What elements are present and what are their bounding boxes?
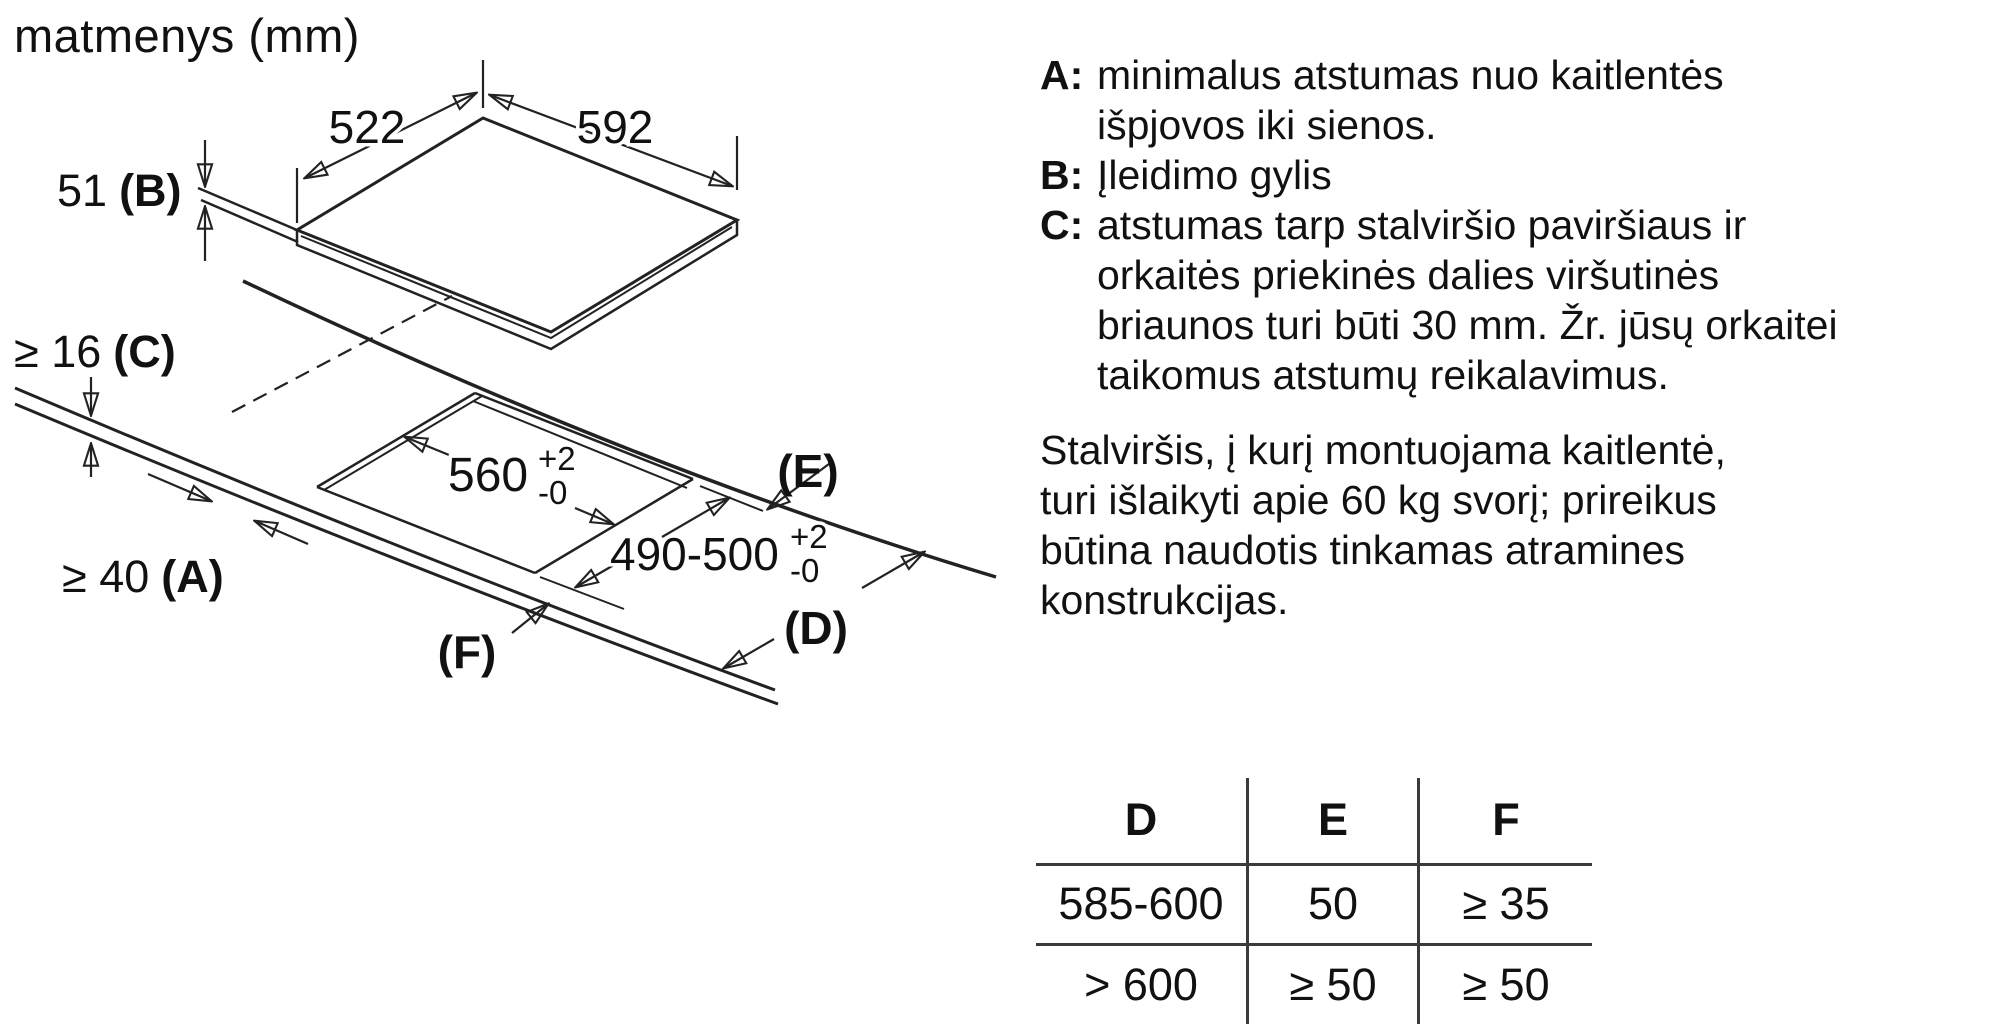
dim-490-label: 490-500 xyxy=(610,528,779,580)
def-dimension-table xyxy=(1036,778,1592,1024)
dim-b-label: 51 (B) xyxy=(57,165,182,216)
table-cell: 585-600 xyxy=(1036,864,1248,944)
legend-a-line1: A: minimalus atstumas nuo kaitlentės xyxy=(1040,52,1724,98)
legend-c-line1: C: atstumas tarp stalviršio paviršiaus ir xyxy=(1040,202,1747,248)
table-cell: ≥ 50 xyxy=(1462,958,1550,1010)
worktop-note xyxy=(1040,425,1990,625)
dim-c-label: ≥ 16 (C) xyxy=(14,326,176,377)
table-cell: 50 xyxy=(1248,864,1419,944)
arrow-f xyxy=(512,604,548,633)
legend xyxy=(1040,50,1990,400)
table-header-e: E xyxy=(1248,778,1419,864)
legend-a-line2: išpjovos iki sienos. xyxy=(1097,102,1437,148)
arrow-d-upper xyxy=(862,552,924,588)
dim-490-extension-lower xyxy=(540,577,624,609)
legend-c-line2: orkaitės priekinės dalies viršutinės xyxy=(1097,252,1720,298)
table-header-d: D xyxy=(1036,778,1248,864)
label-f: (F) xyxy=(437,626,497,678)
label-d: (D) xyxy=(784,602,848,654)
table-cell: ≥ 35 xyxy=(1419,864,1593,944)
dim-560-tol-down: -0 xyxy=(538,474,568,511)
table-row xyxy=(1036,944,1592,1024)
arrow-a-right xyxy=(255,521,308,544)
table-row xyxy=(1036,864,1592,944)
dim-522-label: 522 xyxy=(328,101,406,153)
label-e: (E) xyxy=(777,445,839,497)
dim-560-line-left xyxy=(405,437,449,455)
note-line: Stalviršis, į kurį montuojama kaitlentė, xyxy=(1040,427,1726,473)
legend-b-line1: B: Įleidimo gylis xyxy=(1040,152,1332,198)
dim-560-tol-up: +2 xyxy=(538,440,576,477)
note-line: turi išlaikyti apie 60 kg svorį; prireikus xyxy=(1040,477,1717,523)
table-cell: > 600 xyxy=(1084,958,1198,1010)
dim-592-label: 592 xyxy=(576,101,654,153)
dim-490-tol-down: -0 xyxy=(790,552,820,589)
alignment-dashed-line xyxy=(232,296,452,412)
table-cell: ≥ 50 xyxy=(1248,944,1419,1024)
arrow-d-lower xyxy=(724,639,774,668)
cooktop-panel xyxy=(198,118,737,349)
cooktop-lip-edge xyxy=(198,188,297,230)
legend-c-line4: taikomus atstumų reikalavimus. xyxy=(1097,352,1669,398)
note-line: konstrukcijas. xyxy=(1040,577,1289,623)
table-header-row xyxy=(1036,778,1592,864)
page-title: matmenys (mm) xyxy=(14,9,360,62)
note-line: būtina naudotis tinkamas atramines xyxy=(1040,527,1685,573)
dim-490-tol-up: +2 xyxy=(790,518,828,555)
dim-560-label: 560 xyxy=(448,449,529,502)
arrow-a-left xyxy=(148,474,211,501)
legend-c-line3: briaunos turi būti 30 mm. Žr. jūsų orkaitei xyxy=(1097,302,1838,348)
dim-a-label: ≥ 40 (A) xyxy=(62,551,224,602)
dim-560-line-right xyxy=(575,508,613,524)
cooktop-lip-edge xyxy=(201,200,298,242)
table-header-f: F xyxy=(1419,778,1593,864)
